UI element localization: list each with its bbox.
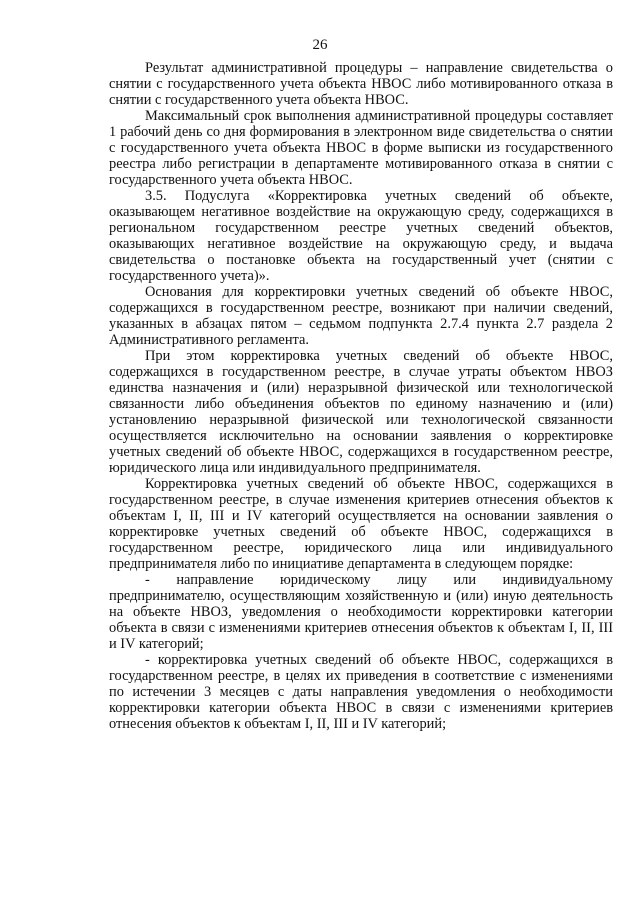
paragraph-procedure-result: Результат административной процедуры – направление свидетельства о снятии с государственного учета объекта НВОС либо мотивированного отказа в снятии с государственного учета объекта НВОС. (109, 60, 613, 108)
document-body (109, 60, 613, 732)
paragraph-subservice-3-5: 3.5. Подуслуга «Корректировка учетных сведений об объекте, оказывающем негативное воздействие на окружающую среду, содержащихся в региональном государственном реестре учетных сведений объектов, оказывающих негативное воздействие на окружающую среду, и выдача свидетельства о постановке объекта на государственный учет (снятии с государственного учета)». (109, 188, 613, 284)
list-item-correction: - корректировка учетных сведений об объекте НВОС, содержащихся в государственном реестре, в целях их приведения в соответствие с изменениями по истечении 3 месяцев с даты направления уведомления о необходимости корректировки категории объекта НВОС в связи с изменениями критериев отнесения объектов к объектам I, II, III и IV категорий; (109, 652, 613, 732)
paragraph-max-term: Максимальный срок выполнения административной процедуры составляет 1 рабочий день со дня формирования в электронном виде свидетельства о снятии с государственного учета объекта НВОС в форме выписки из государственного реестра либо регистрации в департаменте мотивированного отказа в снятии с государственного учета объекта НВОС. (109, 108, 613, 188)
paragraph-correction-grounds: Основания для корректировки учетных сведений об объекте НВОС, содержащихся в государственном реестре, возникают при наличии сведений, указанных в абзацах пятом – седьмом подпункта 2.7.4 пункта 2.7 раздела 2 Административного регламента. (109, 284, 613, 348)
page-number: 26 (312, 37, 328, 53)
list-item-notification: - направление юридическому лицу или индивидуальному предпринимателю, осуществляющим хозяйственную и (или) иную деятельность на объекте НВОЗ, уведомления о необходимости корректировки категории объекта в связи с изменениями критериев отнесения объектов к объектам I, II, III и IV категорий; (109, 572, 613, 652)
paragraph-correction-on-application: При этом корректировка учетных сведений об объекте НВОС, содержащихся в государственном реестре, в случае утраты объектом НВОЗ единства назначения и (или) неразрывной физической или технологической связанности либо объединения объектов по единому назначению и (или) установлению неразрывной физической или технологической связанности осуществляется исключительно на основании заявления о корректировке учетных сведений об объекте НВОС, содержащихся в государственном реестре, юридического лица или индивидуального предпринимателя. (109, 348, 613, 476)
paragraph-correction-procedure: Корректировка учетных сведений об объекте НВОС, содержащихся в государственном реестре, в случае изменения критериев отнесения объектов к объектам I, II, III и IV категорий осуществляется на основании заявления о корректировке учетных сведений об объекте НВОС, содержащихся в государственном реестре, юридического лица или индивидуального предпринимателя либо по инициативе департамента в следующем порядке: (109, 476, 613, 572)
